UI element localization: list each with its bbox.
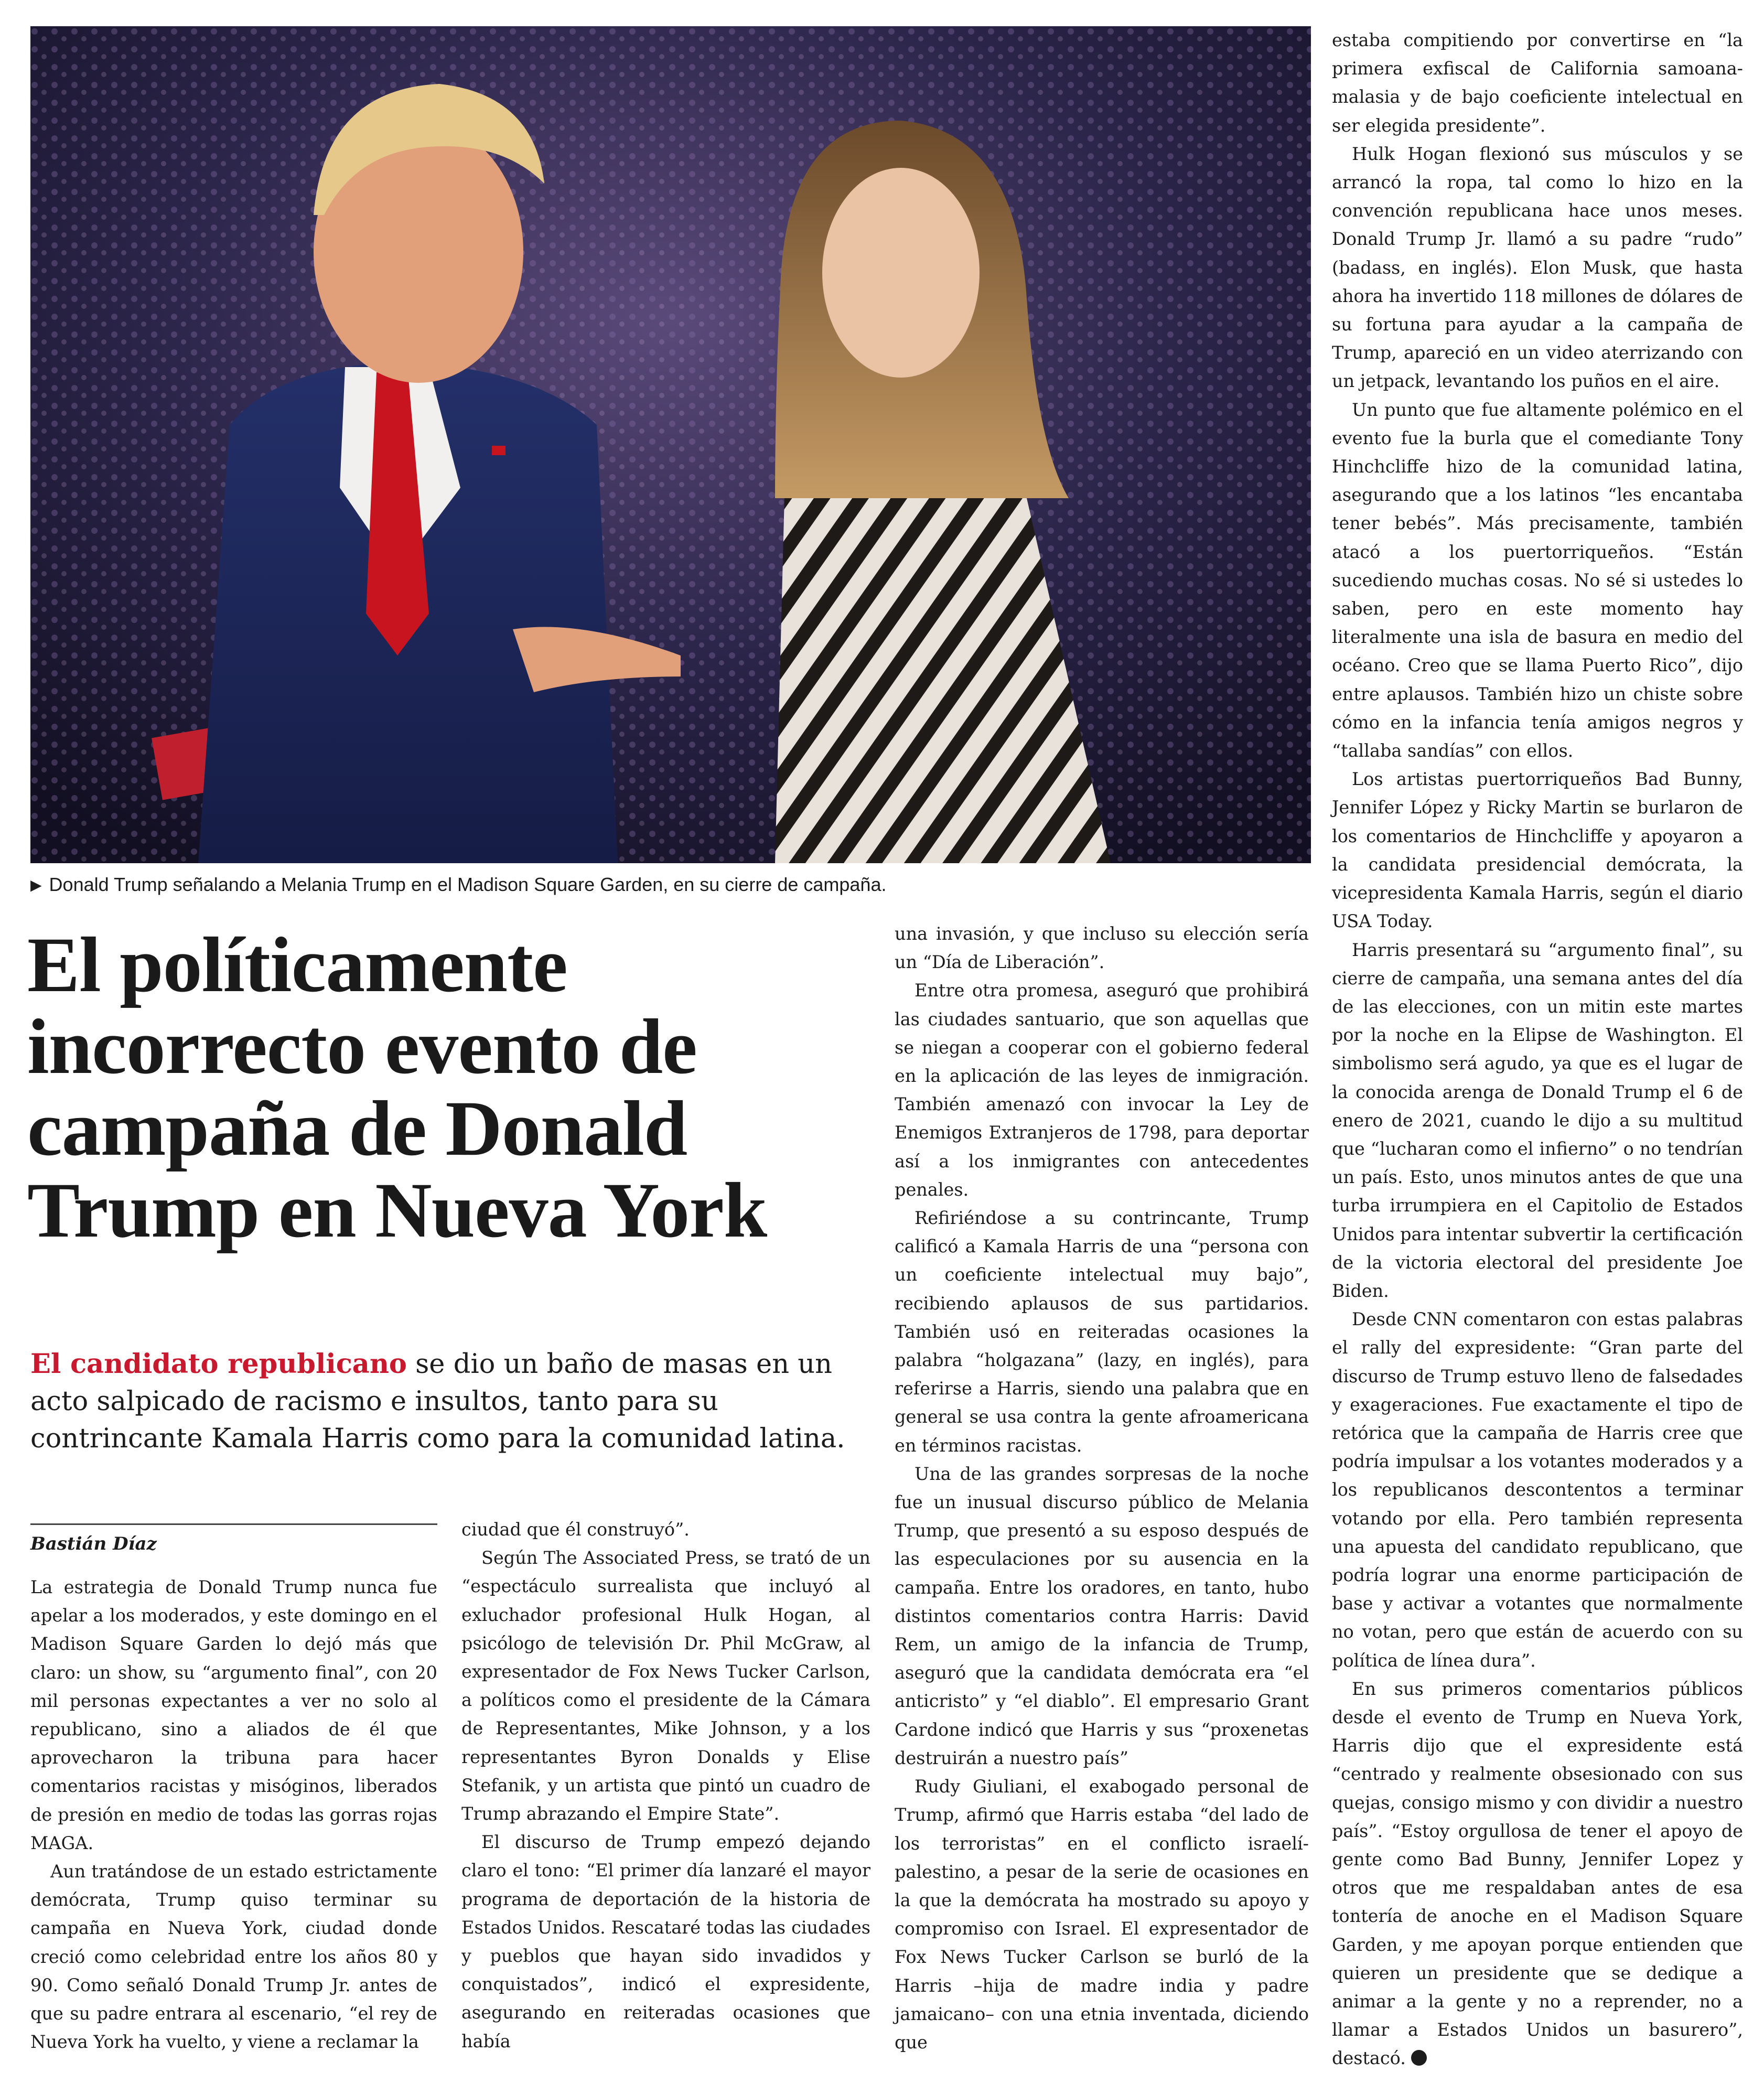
- paragraph: Aun tratándose de un estado estrictamente demócrata, Trump quiso terminar su campaña en Nueva York, ciudad donde creció como celebridad entre los años 80 y 90. Como señaló Donald Trump Jr. antes de que su padre entrara al escenario, “el rey de Nueva York ha vuelto, y viene a reclamar la: [30, 1861, 437, 2053]
- paragraph: ciudad que él construyó”.: [461, 1519, 690, 1540]
- paragraph: Refiriéndose a su contrincante, Trump calificó a Kamala Harris de una “persona con un coeficiente intelectual muy bajo”, recibiendo aplausos de sus partidarios. También usó en reiteradas ocasiones la palabra “holgazana” (lazy, en inglés), para referirse a Harris, siendo una palabra que en general se usa contra la gente afroamericana en términos racistas.: [895, 1208, 1309, 1456]
- caption-text: Donald Trump señalando a Melania Trump en el Madison Square Garden, en su cierre de campaña.: [49, 874, 887, 895]
- paragraph: [1332, 1675, 1743, 2073]
- article-column-4: [1332, 26, 1743, 2069]
- photo-caption: [30, 872, 1311, 898]
- final-paragraph-text: En sus primeros comentarios públicos desde el evento de Trump en Nueva York, Harris dijo que el expresidente está “centrado y realmente obsesionado con sus quejas, consigo mismo y con dividir a nuestro país”. “Estoy orgullosa de tener el apoyo de gente como Bad Bunny, Jennifer Lopez y otros que me respaldaban antes de esa tontería de anoche en el Madison Square Garden, y me apoyan porque entienden que quieren un presidente que se dedique a animar a la gente y no a reprender, no a llamar a Estados Unidos un basurero”, destacó.: [1332, 1678, 1743, 2069]
- article-column-1: [30, 1573, 437, 2053]
- deck-rest: se dio un baño de masas en un acto salpicado de racismo e insultos, tanto para su contrincante Kamala Harris como para la comunidad latina.: [30, 1349, 845, 1454]
- paragraph: Rudy Giuliani, el exabogado personal de Trump, afirmó que Harris estaba “del lado de los terroristas” en el conflicto israelí-palestino, a pesar de la serie de ocasiones en la que la demócrata ha mostrado su apoyo y compromiso con Israel. El expresentador de Fox News Tucker Carlson se burló de la Harris –hija de madre india y padre jamaicano– con una etnia inventada, diciendo que: [895, 1776, 1309, 2053]
- paragraph: La estrategia de Donald Trump nunca fue apelar a los moderados, y este domingo en el Madison Square Garden lo dejó más que claro: un show, su “argumento final”, con 20 mil personas expectantes a ver no solo al republicano, sino a aliados de él que aprovecharon la tribuna para hacer comentarios racistas y misóginos, liberados de presión en medio de todas las gorras rojas MAGA.: [30, 1577, 437, 1853]
- end-mark-icon: [1411, 2050, 1427, 2066]
- article-column-2: [461, 1516, 870, 2051]
- byline: Bastián Díaz: [30, 1523, 437, 1556]
- paragraph: Una de las grandes sorpresas de la noche fue un inusual discurso público de Melania Trump, que presentó a su esposo después de las especulaciones por su ausencia en la campaña. Entre los oradores, en tanto, hubo distintos comentarios contra Harris: David Rem, un amigo de la infancia de Trump, aseguró que la candidata demócrata era “el anticristo” y “el diablo”. El empresario Grant Cardone indicó que Harris y sus “proxenetas destruirán a nuestro país”: [895, 1463, 1309, 1768]
- paragraph: Harris presentará su “argumento final”, su cierre de campaña, una semana antes del día de las elecciones, con un mitin este martes por la noche en la Elipse de Washington. El simbolismo será agudo, ya que es el lugar de la conocida arenga de Donald Trump el 6 de enero de 2021, cuando le dijo a su multitud que “lucharan como el infierno” o no tendrían un país. Esto, unos minutos antes de que una turba irrumpiera en el Capitolio de Estados Unidos para intentar subvertir la certificación de la victoria electoral del presidente Joe Biden.: [1332, 939, 1743, 1301]
- deck: [30, 1346, 880, 1457]
- paragraph: El discurso de Trump empezó dejando claro el tono: “El primer día lanzaré el mayor programa de deportación de la historia de Estados Unidos. Rescataré todas las ciudades y pueblos que hayan sido invadidos y conquistados”, indicó el expresidente, asegurando en reiteradas ocasiones que había: [461, 1832, 870, 2051]
- caption-triangle-icon: ▶: [30, 877, 42, 893]
- deck-lead: El candidato republicano: [30, 1348, 407, 1380]
- paragraph: una invasión, y que incluso su elección sería un “Día de Liberación”.: [895, 923, 1309, 973]
- paragraph: Hulk Hogan flexionó sus músculos y se arrancó la ropa, tal como lo hizo en la convención republicana hace unos meses. Donald Trump Jr. llamó a su padre “rudo” (badass, en inglés). Elon Musk, que hasta ahora ha invertido 118 millones de dólares de su fortuna para ayudar a la campaña de Trump, apareció en un video aterrizando con un jetpack, levantando los puños en el aire.: [1332, 143, 1743, 392]
- news-photo: [30, 26, 1311, 863]
- paragraph: Entre otra promesa, aseguró que prohibirá las ciudades santuario, que son aquellas que se niegan a cooperar con el gobierno federal en la aplicación de las leyes de inmigración. También amenazó con invocar la Ley de Enemigos Extranjeros de 1798, para deportar así a los inmigrantes con antecedentes penales.: [895, 980, 1309, 1200]
- article-column-3: [895, 920, 1309, 2053]
- paragraph: estaba compitiendo por convertirse en “la primera exfiscal de California samoana-malasia y de bajo coeficiente intelectual en ser elegida presidente”.: [1332, 30, 1743, 136]
- paragraph: Desde CNN comentaron con estas palabras el rally del expresidente: “Gran parte del discurso de Trump estuvo lleno de falsedades y exageraciones. Fue exactamente el tipo de retórica que la campaña de Harris cree que podría impulsar a los votantes moderados y a los republicanos descontentos a terminar votando por ella. Pero también representa una apuesta del candidato republicano, que podría lograr una enorme participación de base y activar a votantes que normalmente no votan, pero que están de acuerdo con su política de línea dura”.: [1332, 1309, 1743, 1671]
- paragraph: Un punto que fue altamente polémico en el evento fue la burla que el comediante Tony Hinchcliffe hizo de la comunidad latina, asegurando que a los latinos “les encantaba tener bebés”. Más precisamente, también atacó a los puertorriqueños. “Están sucediendo muchas cosas. No sé si ustedes lo saben, pero en este momento hay literalmente una isla de basura en medio del océano. Creo que se llama Puerto Rico”, dijo entre aplausos. También hizo un chiste sobre cómo en la infancia tenía amigos negros y “tallaba sandías” con ellos.: [1332, 399, 1743, 761]
- headline: El políticamente incorrecto evento de campaña de Donald Trump en Nueva York: [27, 921, 767, 1254]
- paragraph: Los artistas puertorriqueños Bad Bunny, Jennifer López y Ricky Martin se burlaron de los comentarios de Hinchcliffe y apoyaron a la candidata presidencial demócrata, la vicepresidenta Kamala Harris, según el diario USA Today.: [1332, 769, 1743, 932]
- paragraph: Según The Associated Press, se trató de un “espectáculo surrealista que incluyó al exluchador profesional Hulk Hogan, al psicólogo de televisión Dr. Phil McGraw, al expresentador de Fox News Tucker Carlson, a políticos como el presidente de la Cámara de Representantes, Mike Johnson, y a los representantes Byron Donalds y Elise Stefanik, y un artista que pintó un cuadro de Trump abrazando el Empire State”.: [461, 1548, 870, 1824]
